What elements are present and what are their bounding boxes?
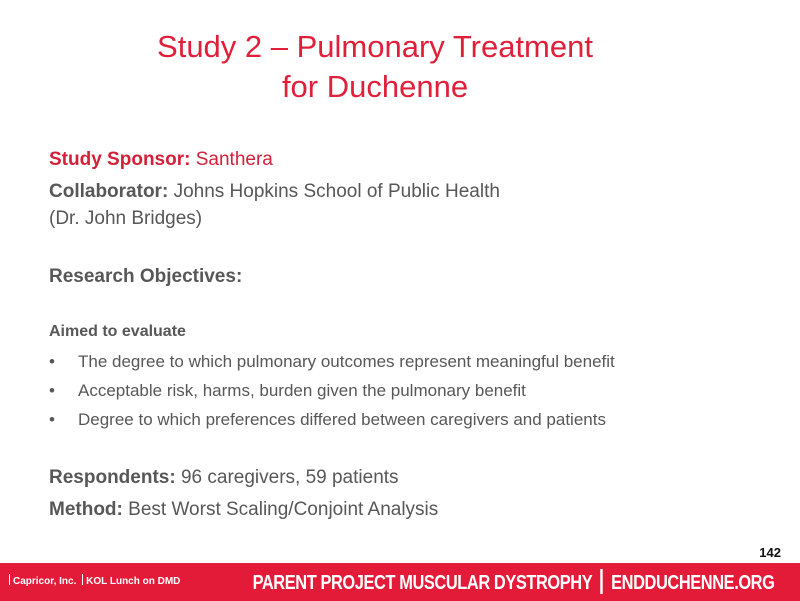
footer-separator <box>9 574 10 585</box>
objective-bullet-text: The degree to which pulmonary outcomes represent meaningful benefit <box>78 352 615 371</box>
objective-bullet-3 <box>49 410 606 430</box>
collaborator-line-2: (Dr. John Bridges) <box>49 208 203 229</box>
footer-meeting-info <box>6 574 180 587</box>
study-sponsor-value: Santhera <box>195 149 273 170</box>
bullet-dot-icon: • <box>49 410 55 429</box>
respondents-line <box>49 467 399 489</box>
footer-website: ENDDUCHENNE.ORG <box>610 572 774 594</box>
research-objectives-heading: Research Objectives: <box>49 266 243 287</box>
footer-org-name: PARENT PROJECT MUSCULAR DYSTROPHY <box>252 572 592 594</box>
method-value: Best Worst Scaling/Conjoint Analysis <box>128 499 439 520</box>
page-number: 142 <box>759 545 781 560</box>
respondents-value: 96 caregivers, 59 patients <box>180 467 399 488</box>
collaborator-value: Johns Hopkins School of Public Health <box>173 181 500 202</box>
footer-event: KOL Lunch on DMD <box>86 576 181 587</box>
objective-bullet-text: Acceptable risk, harms, burden given the pulmonary benefit <box>78 381 526 400</box>
footer-company: Capricor, Inc. <box>13 576 77 587</box>
objective-bullet-text: Degree to which preferences differed between caregivers and patients <box>78 410 606 429</box>
bullet-dot-icon: • <box>49 352 55 371</box>
study-sponsor-line <box>49 149 273 171</box>
objective-bullet-2 <box>49 381 526 401</box>
aimed-to-evaluate-label: Aimed to evaluate <box>49 323 186 340</box>
collaborator-label: Collaborator: <box>49 181 169 202</box>
study-sponsor-label: Study Sponsor: <box>49 149 191 170</box>
collaborator-line <box>49 181 500 203</box>
slide-title <box>0 27 750 107</box>
footer-branding <box>252 569 774 595</box>
method-line <box>49 499 438 521</box>
footer-bar <box>0 563 800 601</box>
respondents-label: Respondents: <box>49 467 176 488</box>
method-label: Method: <box>49 499 123 520</box>
footer-separator <box>82 574 83 585</box>
slide-title-line-2: for Duchenne <box>281 69 469 104</box>
bullet-dot-icon: • <box>49 381 55 400</box>
footer-divider <box>600 569 602 594</box>
objective-bullet-1 <box>49 352 615 372</box>
slide-title-line-1: Study 2 – Pulmonary Treatment <box>157 29 593 64</box>
